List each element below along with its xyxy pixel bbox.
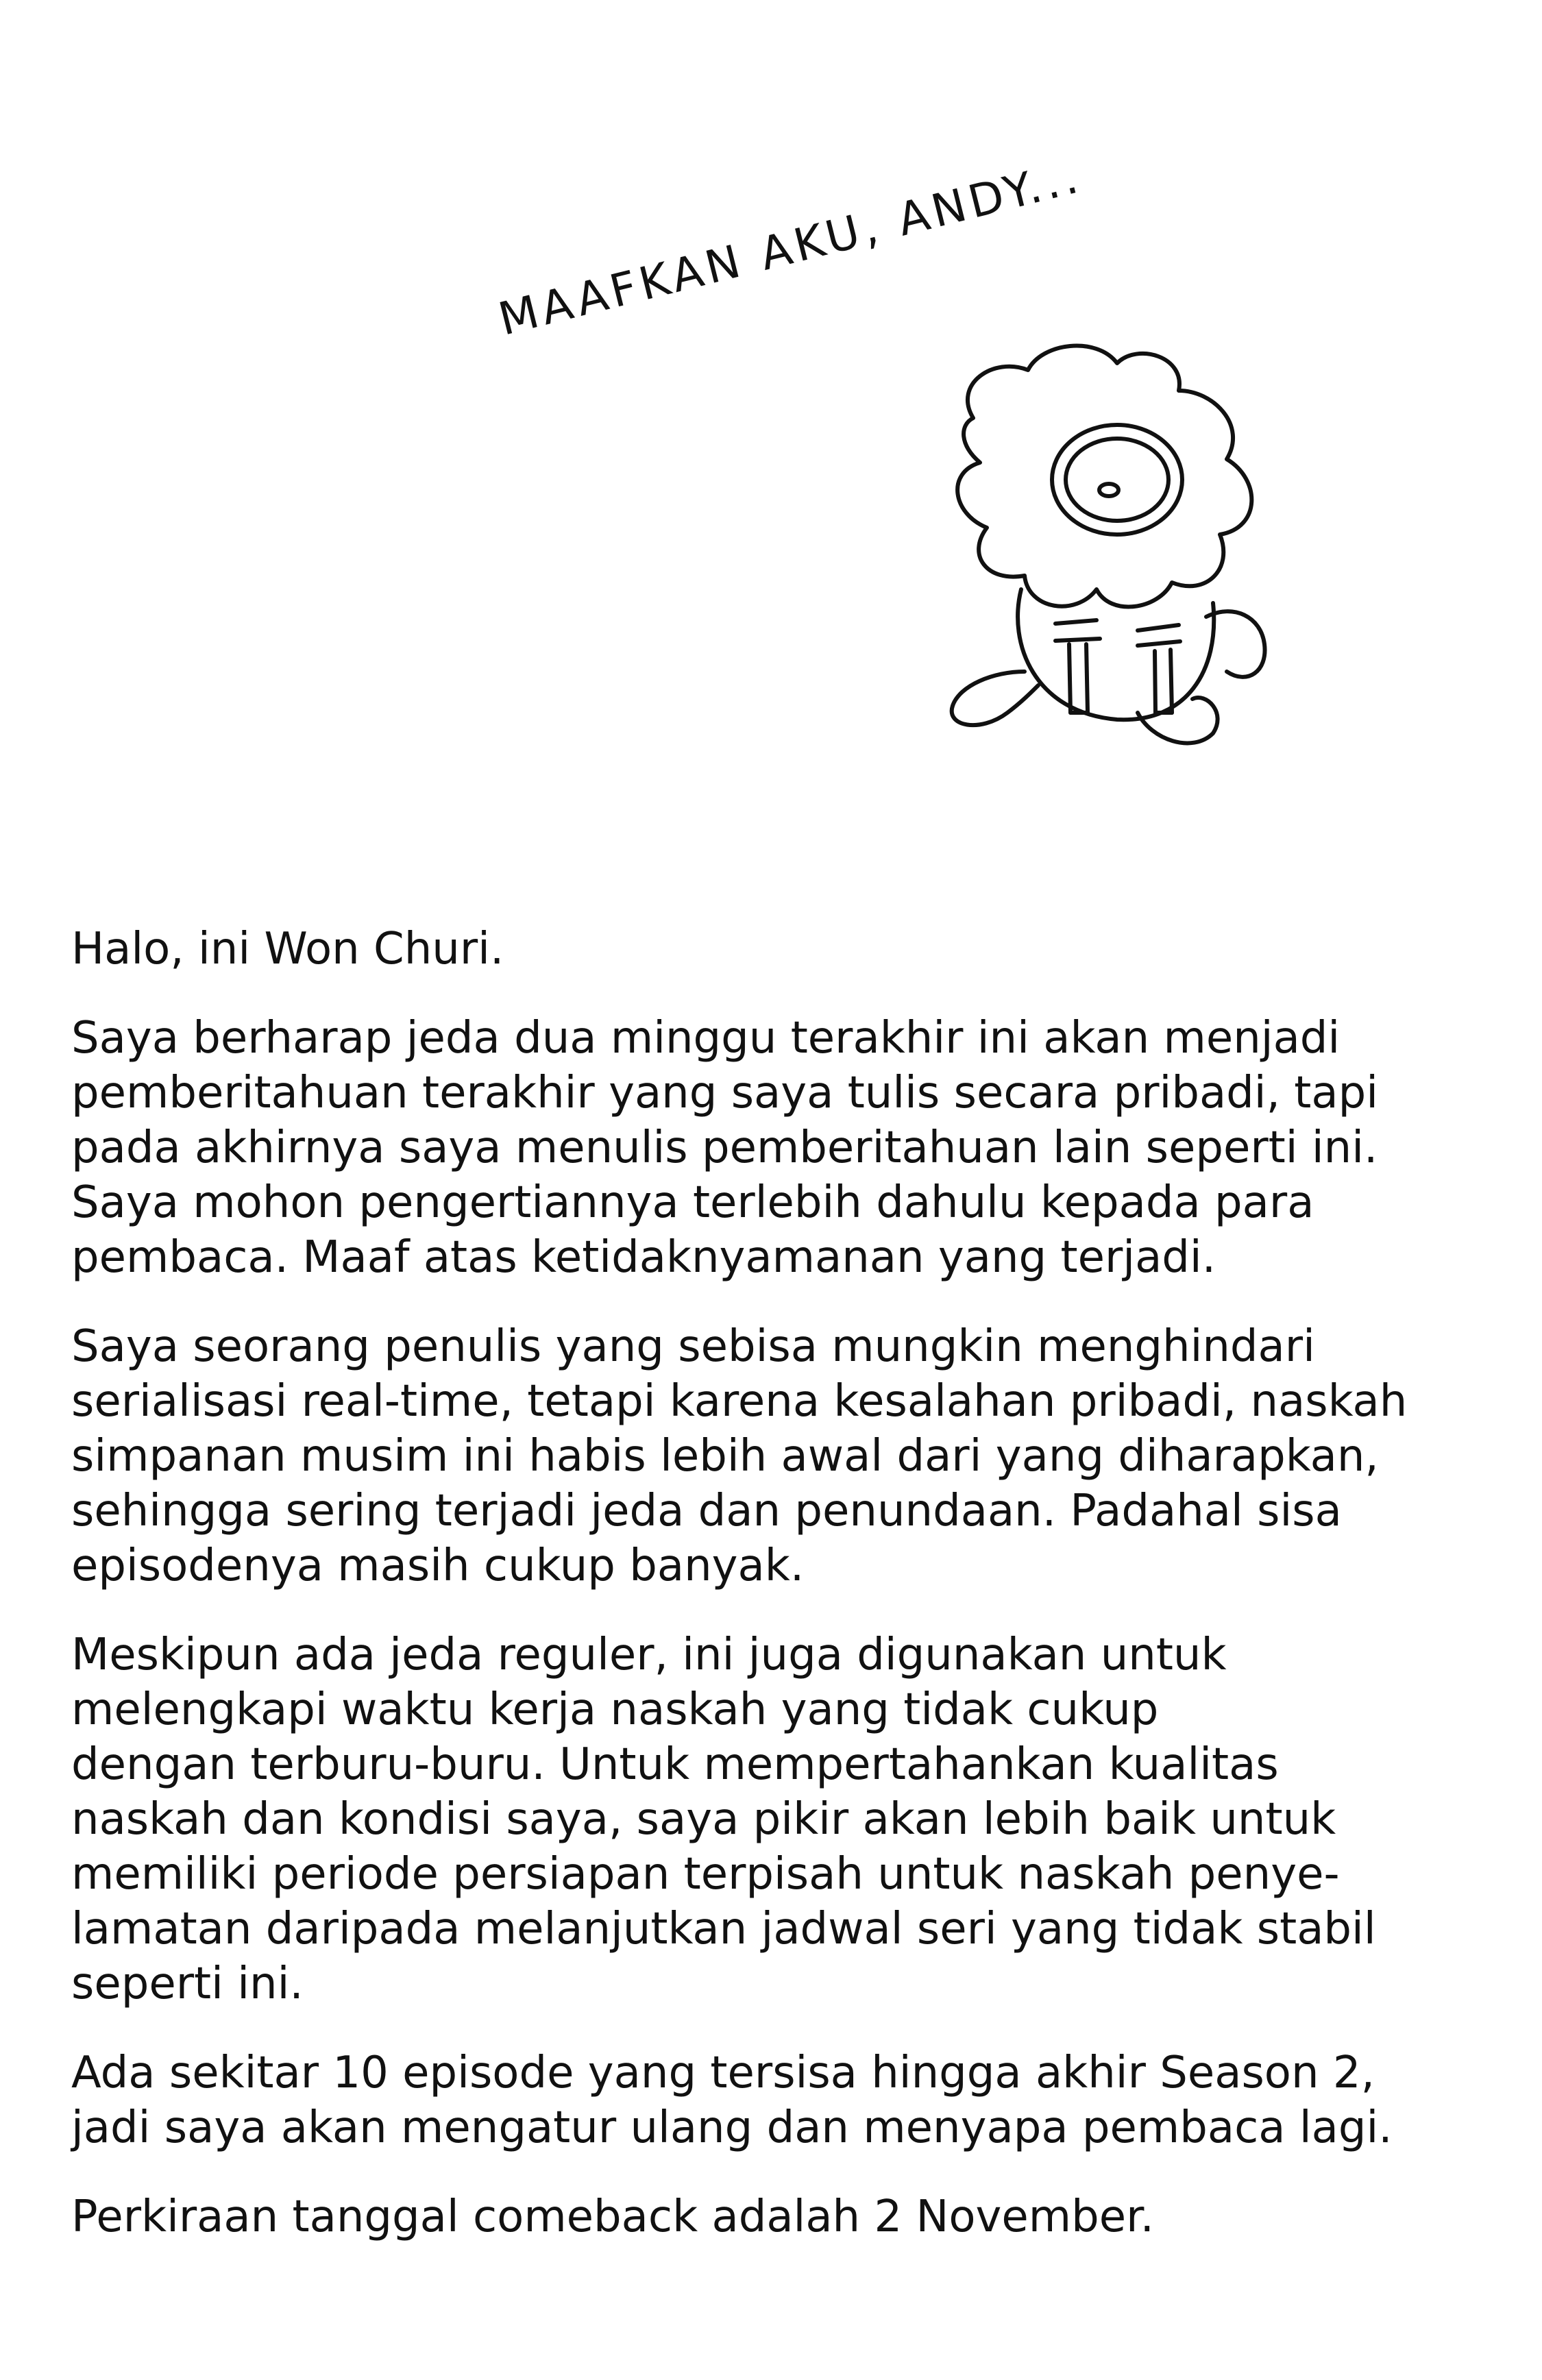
letter-paragraph-2 [71, 1319, 1469, 1593]
text-line: Saya mohon pengertiannya terlebih dahulu kepada para [71, 1177, 1314, 1228]
text-line: naskah dan kondisi saya, saya pikir akan lebih baik untuk [71, 1794, 1336, 1845]
text-line: serialisasi real-time, tetapi karena kesalahan pribadi, naskah [71, 1376, 1408, 1427]
text-line: memiliki periode persiapan terpisah untuk naskah penye- [71, 1849, 1340, 1900]
text-line: Saya seorang penulis yang sebisa mungkin menghindari [71, 1321, 1315, 1372]
letter-greeting [71, 922, 1469, 977]
speech-caption: MAAFKAN AKU, ANDY... [493, 149, 1087, 346]
letter-body [71, 922, 1469, 2279]
text-line: lamatan daripada melanjutkan jadwal seri yang tidak stabil [71, 1904, 1376, 1954]
text-line: pembaca. Maaf atas ketidaknyamanan yang terjadi. [71, 1232, 1216, 1283]
text-line: pada akhirnya saya menulis pemberitahuan lain seperti ini. [71, 1122, 1378, 1173]
text-line: sehingga sering terjadi jeda dan penundaan. Padahal sisa [71, 1486, 1342, 1536]
letter-closing [71, 2189, 1469, 2244]
text-line: Perkiraan tanggal comeback adalah 2 November. [71, 2192, 1154, 2242]
text-line: jadi saya akan mengatur ulang dan menyapa pembaca lagi. [71, 2102, 1393, 2153]
text-line: simpanan musim ini habis lebih awal dari yang diharapkan, [71, 1431, 1379, 1482]
text-line: Meskipun ada jeda reguler, ini juga digunakan untuk [71, 1630, 1227, 1680]
text-line: pemberitahuan terakhir yang saya tulis secara pribadi, tapi [71, 1068, 1378, 1118]
fried-egg-character-icon [891, 329, 1336, 795]
letter-paragraph-3 [71, 1628, 1469, 2011]
text-line: seperti ini. [71, 1959, 304, 2009]
text-line: Ada sekitar 10 episode yang tersisa hingga akhir Season 2, [71, 2048, 1375, 2098]
letter-paragraph-1 [71, 1011, 1469, 1285]
text-line: dengan terburu-buru. Untuk mempertahankan kualitas [71, 1739, 1279, 1790]
text-line: Halo, ini Won Churi. [71, 924, 504, 974]
letter-paragraph-4 [71, 2046, 1469, 2155]
text-line: Saya berharap jeda dua minggu terakhir ini akan menjadi [71, 1013, 1341, 1064]
text-line: episodenya masih cukup banyak. [71, 1541, 805, 1591]
text-line: melengkapi waktu kerja naskah yang tidak cukup [71, 1684, 1159, 1735]
